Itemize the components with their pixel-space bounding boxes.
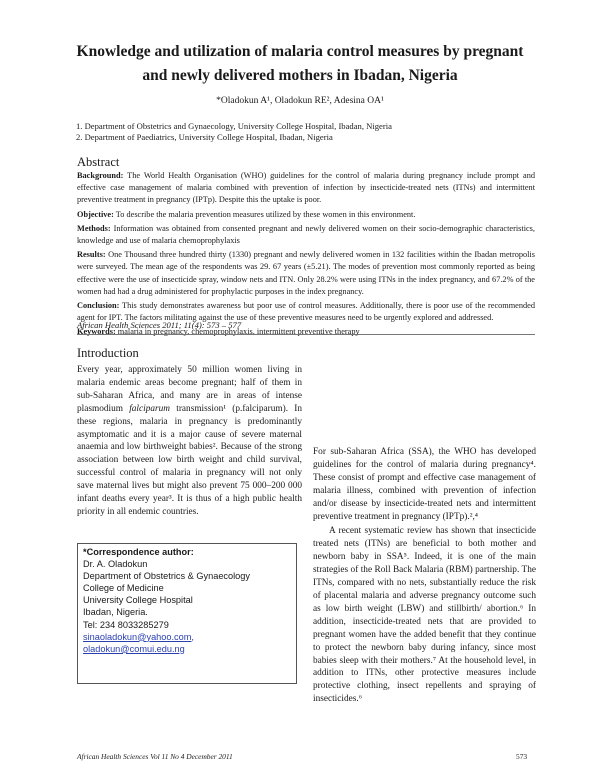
objective-text: To describe the malaria prevention measures utilized by these women in this environment. xyxy=(113,209,416,219)
intro-right-paragraph-2: A recent systematic review has shown that insecticide treated nets (ITNs) are beneficial to both mother and newborn baby in SSA⁵. Indeed, it is one of the main strategies of the Roll Back Malaria (RBM) partnership. The ITNs, compared with no nets, substantially reduce the risk of placental malaria and adverse pregnancy outcome such as low birth weight (LBW) and stillbirth/ abortion.⁶ In addition, insecticide-treated nets that are provided to pregnant women have the added benefit that they continue to protect the newborn baby during infancy, since most babies sleep with their mothers.⁷ At the household level, in addition to ITNs, other protective measures include protective clothing, insect repellents and spraying of insecticides.⁶ xyxy=(313,526,536,705)
intro-paragraph xyxy=(77,364,302,519)
correspondence-line: College of Medicine xyxy=(83,583,164,594)
page-number: 573 xyxy=(516,752,528,761)
methods-text: Information was obtained from consented pregnant and newly delivered women on their socio-demographic characteristics, knowledge and use of malaria chemoprophylaxis xyxy=(77,223,535,246)
background-label: Background: xyxy=(77,171,124,180)
abstract-objective xyxy=(77,209,535,221)
conclusion-label: Conclusion: xyxy=(77,301,120,311)
conclusion-text: This study demonstrates awareness but poor use of control measures. Additionally, there is poor use of the recommended agent for IPT. The factors militating against the use of these preventive measures need to be urgently explored and addressed. xyxy=(77,301,535,323)
abstract-heading: Abstract xyxy=(77,155,120,169)
email-link-comui[interactable]: oladokun@comui.edu.ng xyxy=(83,643,185,654)
abstract-results xyxy=(77,249,535,298)
intro-para1-end: transmission¹ (p.falciparum). In these regions, malaria in pregnancy is predominantly asymptomatic and it is a major cause of severe maternal anaemia and low birthweight babies². Because of the strong association between low birth weight and child survival, successful control of malaria in pregnancy will not only save maternal lives but might also prevent 75 000–200 000 infant deaths every year³. It is thus of a high public health priority in all endemic countries. xyxy=(77,403,302,517)
results-text: One Thousand three hundred thirty (1330) pregnant and newly delivered women in 132 facilities within the Ibadan metropolis were surveyed. The mean age of the respondents was 29. 67 years (±5.21). The modes of prevention most commonly reported as being effective were the use of insecticide spray, window nets and ITN. Only 28.2% were using ITNs in the index pregnancy, and 67.2% of the women had had a drug administered for prophylactic purposes in the index pregnancy. xyxy=(77,250,535,296)
title-line-2: and newly delivered mothers in Ibadan, Nigeria xyxy=(142,67,458,84)
paper-title xyxy=(40,40,560,88)
correspondence-line: Department of Obstetrics & Gynaecology xyxy=(83,571,250,582)
journal-citation: African Health Sciences 2011; 11(4): 573 – 577 xyxy=(77,320,242,330)
affiliation-2: 2. Department of Paediatrics, University College Hospital, Ibadan, Nigeria xyxy=(76,132,333,142)
intro-para1-start: Every year, approximately 50 million women living in malaria endemic areas become pregnant; half of them in sub-Saharan Africa, and many are in areas of intense plasmodium xyxy=(77,365,302,414)
affiliation-1: 1. Department of Obstetrics and Gynaecology, University College Hospital, Ibadan, Nigeria xyxy=(76,121,392,131)
correspondence-line: University College Hospital xyxy=(83,595,193,606)
objective-label: Objective: xyxy=(77,209,114,219)
abstract-body xyxy=(77,170,535,341)
intro-left-column xyxy=(77,364,302,519)
intro-para1-italic: falciparum xyxy=(129,403,171,414)
author-list: *Oladokun A¹, Oladokun RE², Adesina OA¹ xyxy=(216,96,384,106)
intro-right-paragraph-1: For sub-Saharan Africa (SSA), the WHO has developed guidelines for the control of malaria during pregnancy⁴. These consist of prompt and effective case management of malaria illness, combined with prevention of infection and/or disease by insecticide-treated nets and intermittent preventive treatment in pregnancy (IPTp).²,⁴ xyxy=(313,447,536,522)
footer-journal: African Health Sciences Vol 11 No 4 December 2011 xyxy=(77,752,233,761)
correspondence-line: Ibadan, Nigeria. xyxy=(83,607,148,618)
correspondence-box xyxy=(77,543,297,684)
abstract-background xyxy=(77,170,535,207)
keywords-text: malaria in pregnancy, chemoprophylaxis, intermittent preventive therapy xyxy=(115,327,360,337)
results-label: Results: xyxy=(77,250,106,260)
section-divider xyxy=(77,334,535,335)
title-line-1: Knowledge and utilization of malaria control measures by pregnant xyxy=(76,43,524,60)
correspondence-line: Dr. A. Oladokun xyxy=(83,559,148,570)
introduction-heading: Introduction xyxy=(77,346,139,360)
email-link-yahoo[interactable]: sinaoladokun@yahoo.com, xyxy=(83,631,194,642)
methods-label: Methods: xyxy=(77,223,111,233)
abstract-methods xyxy=(77,223,535,247)
keywords-label: Keywords: xyxy=(77,327,116,337)
background-text: The World Health Organisation (WHO) guidelines for the control of malaria during pregnancy include prompt and effective case management of malaria combined with prevention of infection by insecticide-treated nets (ITNs) and intermittent preventive treatment in pregnancy (IPTp). Despite this the uptake is poor. xyxy=(77,171,535,205)
intro-right-column xyxy=(313,446,536,706)
correspondence-heading: *Correspondence author: xyxy=(83,547,194,557)
correspondence-phone: Tel: 234 8033285279 xyxy=(83,619,169,630)
